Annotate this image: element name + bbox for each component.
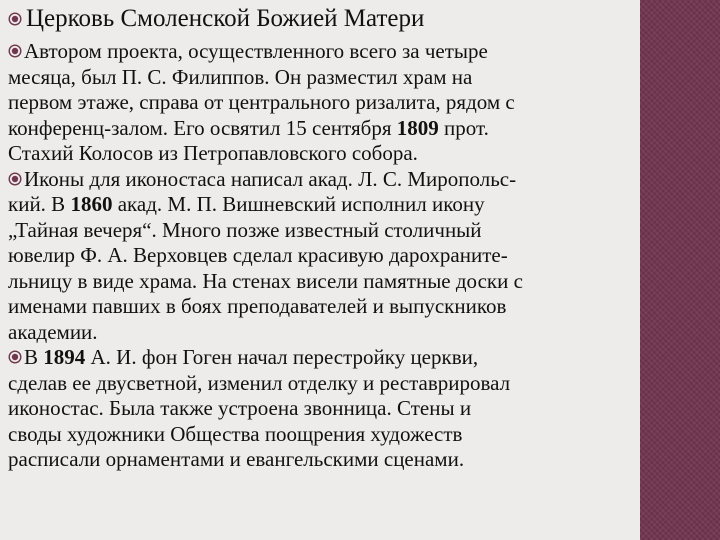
text-run: прот. [438, 115, 489, 140]
emphasized-year: 1894 [43, 345, 86, 369]
text-line [8, 167, 638, 193]
text-line [8, 243, 638, 269]
radio-bullet-icon [8, 12, 22, 26]
text-run: академии. [8, 319, 98, 344]
emphasized-year: 1860 [70, 192, 113, 216]
emphasized-year: 1809 [396, 115, 439, 140]
text-line [8, 39, 638, 65]
text-line [8, 396, 638, 422]
text-run: Автором проекта, осуществленного всего за четыре [24, 39, 488, 63]
text-line [8, 192, 638, 218]
body-text [8, 39, 638, 473]
text-line [8, 447, 638, 473]
title-row [8, 4, 424, 34]
text-line [8, 141, 638, 167]
text-run: именами павших в боях преподавателей и выпускников [8, 294, 507, 318]
side-decor-panel [640, 0, 720, 540]
text-run: В [24, 345, 44, 369]
text-line [8, 320, 638, 346]
text-run: акад. М. П. Вишневский исполнил икону [112, 192, 485, 216]
text-line [8, 422, 638, 448]
text-run: месяца, был П. С. Филиппов. Он разместил храм на [8, 64, 473, 89]
text-line [8, 371, 638, 397]
text-run: ювелир Ф. А. Верховцев сделал красивую дарохраните- [8, 243, 508, 267]
radio-bullet-icon [8, 172, 22, 186]
text-run: своды художники Общества поощрения художеств [8, 421, 463, 446]
text-run: льницу в виде храма. На стенах висели памятные доски с [8, 268, 523, 293]
text-line [8, 218, 638, 244]
text-run: конференц-залом. Его освятил 15 сентября [8, 115, 397, 140]
page-title: Церковь Смоленской Божией Матери [26, 5, 425, 32]
text-run: кий. В [8, 192, 71, 216]
text-run: первом этаже, справа от центрального ризалита, рядом с [8, 90, 515, 114]
text-line [8, 65, 638, 91]
text-run: „Тайная вечеря“. Много позже известный столичный [8, 217, 482, 242]
text-line [8, 116, 638, 142]
text-run: Стахий Колосов из Петропавловского собора. [8, 141, 418, 165]
text-line [8, 90, 638, 116]
text-run: Иконы для иконостаса написал акад. Л. С. Миропольс- [24, 166, 517, 191]
text-line [8, 294, 638, 320]
text-run: сделав ее двусветной, изменил отделку и реставрировал [8, 370, 511, 395]
text-run: А. И. фон Гоген начал перестройку церкви, [85, 345, 479, 369]
radio-bullet-icon [8, 350, 22, 364]
text-line [8, 269, 638, 295]
text-run: расписали орнаментами и евангельскими сценами. [8, 447, 465, 471]
text-run: иконостас. Была также устроена звонница. Стены и [8, 396, 472, 420]
radio-bullet-icon [8, 44, 22, 58]
text-line [8, 345, 638, 371]
